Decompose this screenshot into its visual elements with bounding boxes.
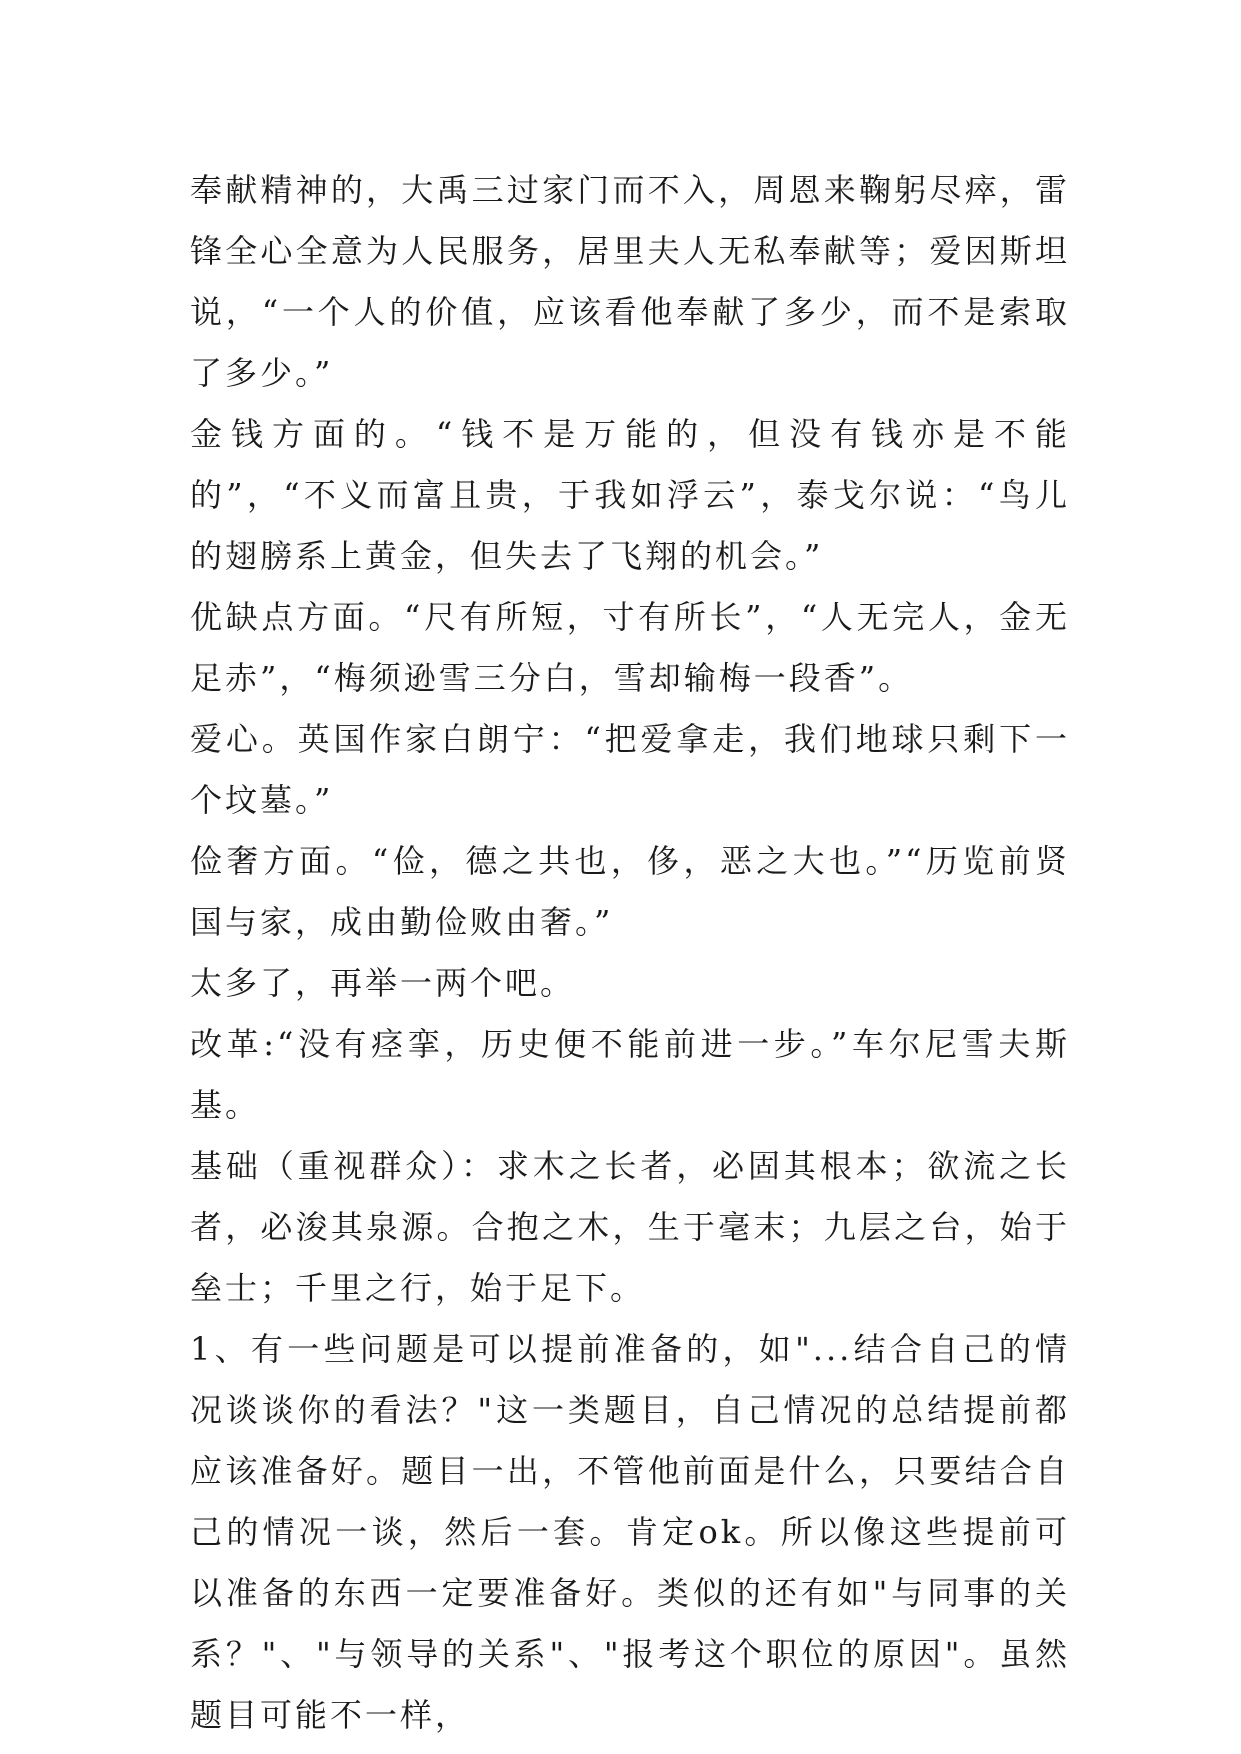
- document-body: [190, 160, 1070, 1746]
- paragraph-love: 爱心。英国作家白朗宁：“把爱拿走，我们地球只剩下一个坟墓。”: [190, 720, 1070, 819]
- paragraph-frugality: 俭奢方面。“俭，德之共也，侈，恶之大也。”“历览前贤国与家，成由勤俭败由奢。”: [190, 842, 1070, 941]
- paragraph-more-examples: 太多了，再举一两个吧。: [190, 964, 576, 1002]
- paragraph-preparation: 1、有一些问题是可以提前准备的，如"...结合自己的情况谈谈你的看法？"这一类题目，自己情况的总结提前都应该准备好。题目一出，不管他前面是什么，只要结合自己的情况一谈，然后一套。肯定ok。所以像这些提前可以准备的东西一定要准备好。类似的还有如"与同事的关系？"、"与领导的关系"、"报考这个职位的原因"。虽然题目可能不一样，: [190, 1330, 1070, 1734]
- paragraph-foundation: 基础（重视群众）：求木之长者，必固其根本；欲流之长者，必浚其泉源。合抱之木，生于毫末；九层之台，始于垒士；千里之行，始于足下。: [190, 1147, 1070, 1307]
- paragraph-strengths-weaknesses: 优缺点方面。“尺有所短，寸有所长”，“人无完人，金无足赤”，“梅须逊雪三分白，雪却输梅一段香”。: [190, 598, 1070, 697]
- paragraph-money: 金钱方面的。“钱不是万能的，但没有钱亦是不能的”，“不义而富且贵，于我如浮云”，泰戈尔说：“鸟儿的翅膀系上黄金，但失去了飞翔的机会。”: [190, 415, 1070, 575]
- paragraph-reform: 改革:“没有痉挛，历史便不能前进一步。”车尔尼雪夫斯基。: [190, 1025, 1070, 1124]
- paragraph-dedication: 奉献精神的，大禹三过家门而不入，周恩来鞠躬尽瘁，雷锋全心全意为人民服务，居里夫人无私奉献等；爱因斯坦说，“一个人的价值，应该看他奉献了多少，而不是索取了多少。”: [190, 171, 1070, 392]
